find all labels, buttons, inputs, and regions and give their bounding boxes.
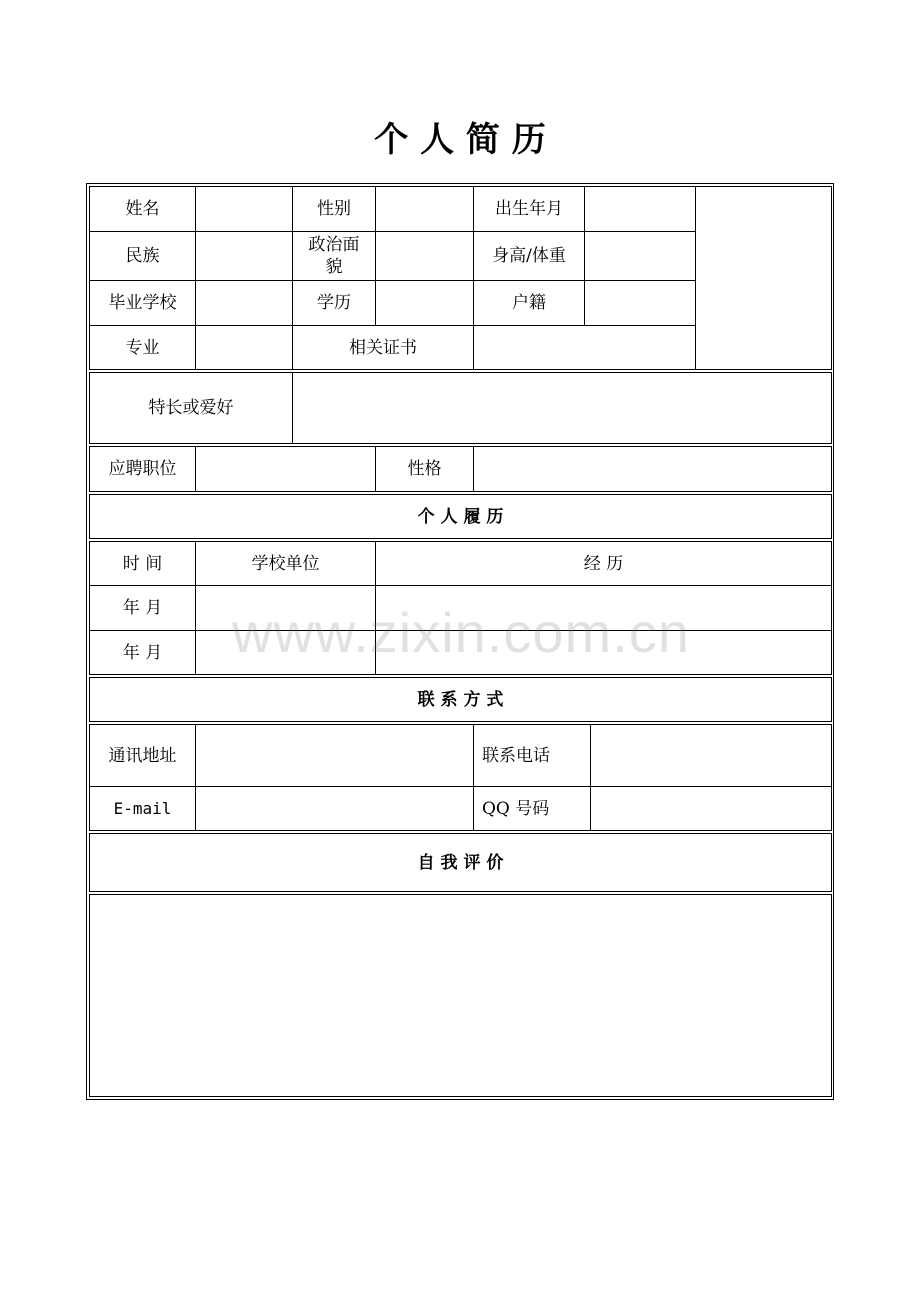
certificate-label: 相关证书 <box>292 325 474 370</box>
major-field[interactable] <box>195 325 293 370</box>
name-field[interactable] <box>195 186 293 232</box>
history-row-time: 年 月 <box>89 630 196 675</box>
photo-area[interactable] <box>695 186 832 370</box>
phone-label: 联系电话 <box>473 724 591 787</box>
hobby-label: 特长或爱好 <box>89 372 293 444</box>
height-weight-field[interactable] <box>584 231 696 281</box>
email-field[interactable] <box>195 786 474 831</box>
height-weight-label: 身高/体重 <box>473 231 585 281</box>
history-header: 个 人 履 历 <box>89 494 832 539</box>
qq-field[interactable] <box>590 786 832 831</box>
page-title: 个 人 简 历 <box>374 120 546 160</box>
history-row-time: 年 月 <box>89 585 196 631</box>
education-label: 学历 <box>292 280 376 326</box>
self-eval-field[interactable] <box>89 894 832 1097</box>
political-label: 政治面貌 <box>292 231 376 281</box>
history-row-school-field[interactable] <box>195 630 376 675</box>
certificate-field[interactable] <box>473 325 696 370</box>
history-row-school-field[interactable] <box>195 585 376 631</box>
education-field[interactable] <box>375 280 474 326</box>
history-row-experience-field[interactable] <box>375 630 832 675</box>
qq-label: QQ 号码 <box>473 786 591 831</box>
birth-label: 出生年月 <box>473 186 585 232</box>
position-field[interactable] <box>195 446 376 492</box>
position-label: 应聘职位 <box>89 446 196 492</box>
address-label: 通讯地址 <box>89 724 196 787</box>
personality-field[interactable] <box>473 446 832 492</box>
history-col-time: 时 间 <box>89 541 196 586</box>
personality-label: 性格 <box>375 446 474 492</box>
ethnicity-label: 民族 <box>89 231 196 281</box>
political-field[interactable] <box>375 231 474 281</box>
history-col-school: 学校单位 <box>195 541 376 586</box>
gender-label: 性别 <box>292 186 376 232</box>
school-label: 毕业学校 <box>89 280 196 326</box>
hobby-field[interactable] <box>292 372 832 444</box>
self-eval-header: 自 我 评 价 <box>89 833 832 892</box>
history-row-experience-field[interactable] <box>375 585 832 631</box>
school-field[interactable] <box>195 280 293 326</box>
major-label: 专业 <box>89 325 196 370</box>
address-field[interactable] <box>195 724 474 787</box>
contact-header: 联 系 方 式 <box>89 677 832 722</box>
birth-field[interactable] <box>584 186 696 232</box>
email-label: E-mail <box>89 786 196 831</box>
hukou-field[interactable] <box>584 280 696 326</box>
history-col-experience: 经 历 <box>375 541 832 586</box>
watermark: www.zixin.com.cn <box>232 601 690 664</box>
gender-field[interactable] <box>375 186 474 232</box>
phone-field[interactable] <box>590 724 832 787</box>
name-label: 姓名 <box>89 186 196 232</box>
hukou-label: 户籍 <box>473 280 585 326</box>
ethnicity-field[interactable] <box>195 231 293 281</box>
